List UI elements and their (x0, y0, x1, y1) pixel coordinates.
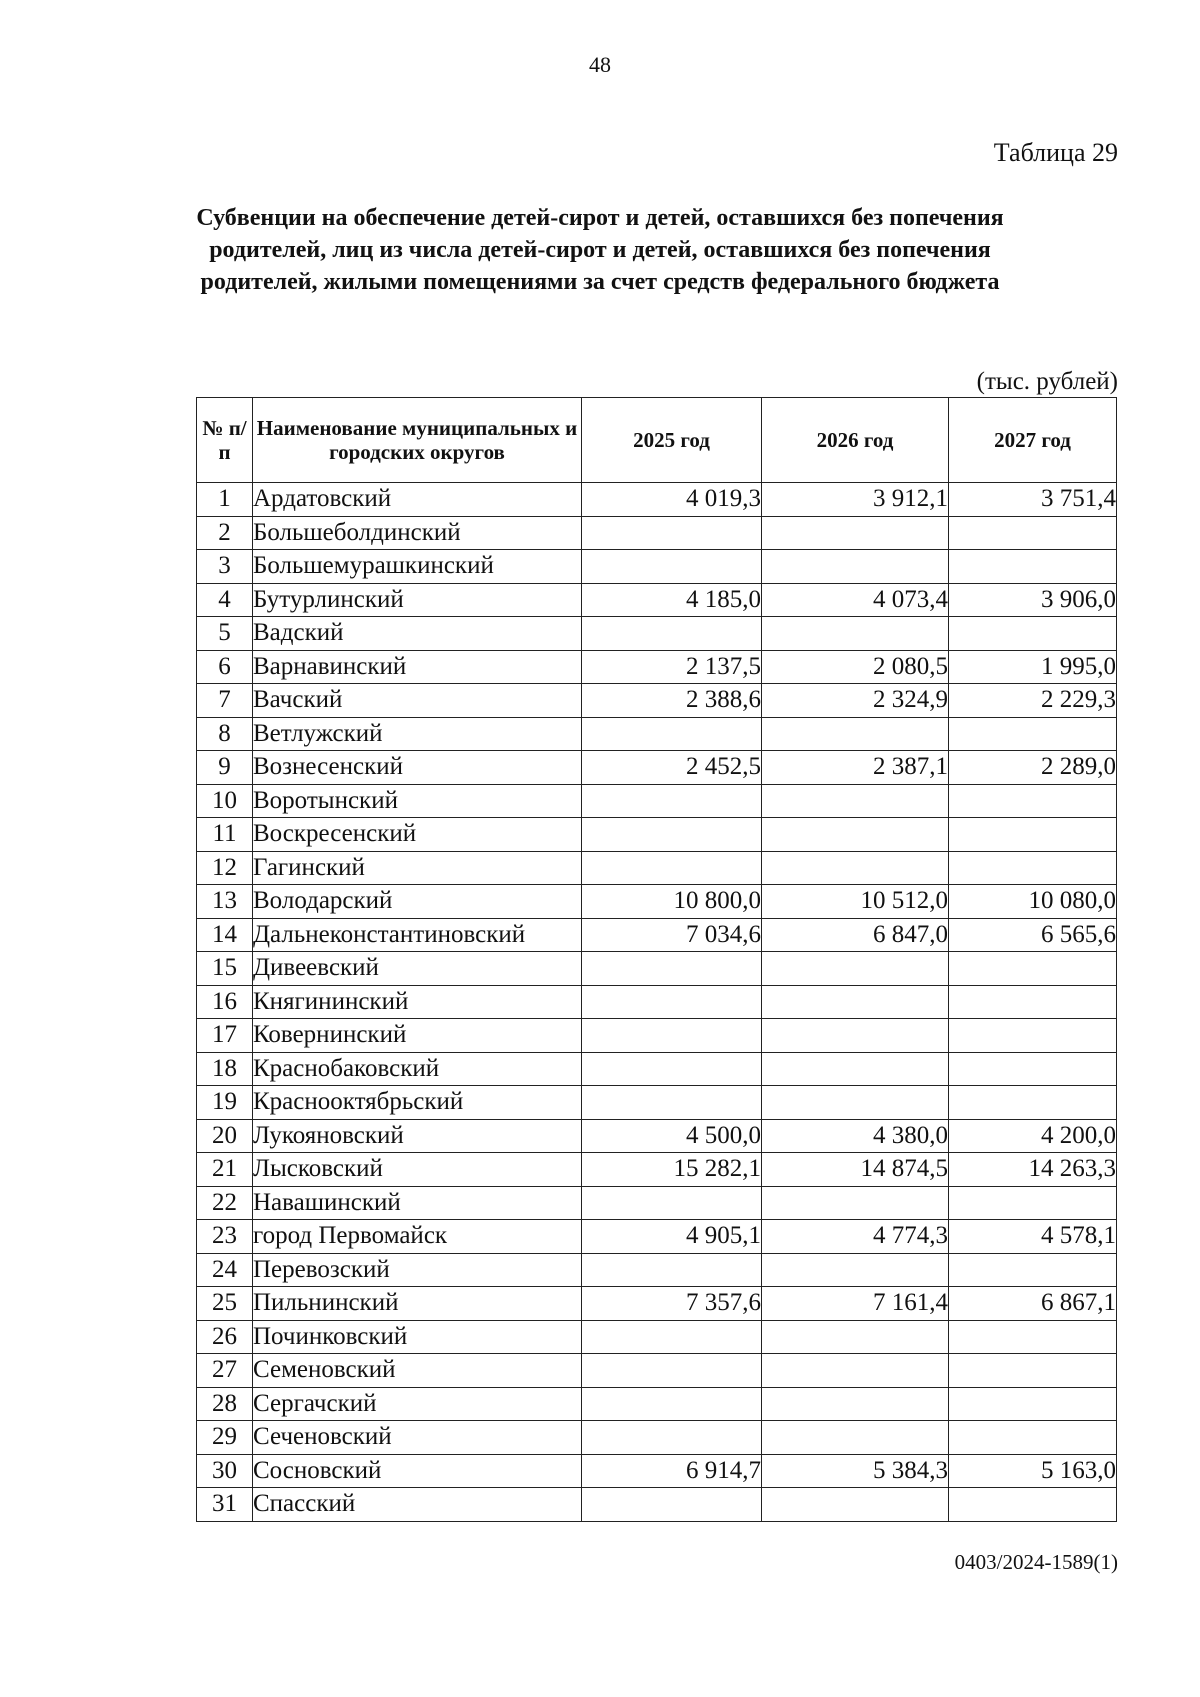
row-number: 14 (197, 918, 253, 952)
row-number: 1 (197, 483, 253, 517)
row-value-2026 (762, 1488, 949, 1522)
row-value-2027 (949, 717, 1117, 751)
row-name: Навашинский (253, 1186, 582, 1220)
row-value-2025: 2 388,6 (582, 684, 762, 718)
row-value-2025 (582, 1019, 762, 1053)
table-row (197, 985, 1117, 1019)
row-number: 8 (197, 717, 253, 751)
header-2027: 2027 год (949, 398, 1117, 483)
row-number: 2 (197, 516, 253, 550)
table-row (197, 784, 1117, 818)
row-value-2027 (949, 1320, 1117, 1354)
row-value-2027: 2 289,0 (949, 751, 1117, 785)
row-value-2027: 6 867,1 (949, 1287, 1117, 1321)
row-name: Семеновский (253, 1354, 582, 1388)
row-name: Перевозский (253, 1253, 582, 1287)
table-row (197, 851, 1117, 885)
table-row (197, 583, 1117, 617)
table-row (197, 1387, 1117, 1421)
row-value-2025 (582, 1086, 762, 1120)
table-row (197, 1220, 1117, 1254)
row-name: Дивеевский (253, 952, 582, 986)
row-number: 20 (197, 1119, 253, 1153)
row-value-2027 (949, 1253, 1117, 1287)
row-name: Спасский (253, 1488, 582, 1522)
row-name: Краснобаковский (253, 1052, 582, 1086)
row-number: 18 (197, 1052, 253, 1086)
table-label: Таблица 29 (993, 138, 1118, 167)
table-row (197, 918, 1117, 952)
row-name: Гагинский (253, 851, 582, 885)
row-value-2026: 2 387,1 (762, 751, 949, 785)
row-name: Сеченовский (253, 1421, 582, 1455)
row-value-2025: 7 357,6 (582, 1287, 762, 1321)
table-row (197, 650, 1117, 684)
units-label: (тыс. рублей) (976, 368, 1118, 395)
row-value-2026 (762, 550, 949, 584)
row-value-2026 (762, 1320, 949, 1354)
row-number: 6 (197, 650, 253, 684)
subsidy-table (196, 397, 1117, 1522)
row-value-2026 (762, 818, 949, 852)
row-name: Вачский (253, 684, 582, 718)
row-number: 7 (197, 684, 253, 718)
row-value-2026: 10 512,0 (762, 885, 949, 919)
table-row (197, 1320, 1117, 1354)
row-name: Сергачский (253, 1387, 582, 1421)
row-value-2027: 1 995,0 (949, 650, 1117, 684)
row-value-2027: 2 229,3 (949, 684, 1117, 718)
row-number: 11 (197, 818, 253, 852)
row-value-2026 (762, 1052, 949, 1086)
row-value-2026 (762, 1387, 949, 1421)
row-name: Вадский (253, 617, 582, 651)
row-name: Ковернинский (253, 1019, 582, 1053)
row-value-2026 (762, 784, 949, 818)
header-number: № п/п (197, 398, 253, 483)
row-value-2025 (582, 851, 762, 885)
table-row (197, 550, 1117, 584)
row-value-2025 (582, 550, 762, 584)
row-value-2026 (762, 952, 949, 986)
row-value-2025 (582, 1052, 762, 1086)
table-row (197, 617, 1117, 651)
row-value-2025 (582, 952, 762, 986)
document-code: 0403/2024-1589(1) (954, 1550, 1118, 1574)
row-value-2027 (949, 818, 1117, 852)
row-name: Княгининский (253, 985, 582, 1019)
header-name: Наименование муниципальных и городских округов (253, 398, 582, 483)
row-value-2026: 2 324,9 (762, 684, 949, 718)
row-value-2027 (949, 1019, 1117, 1053)
row-name: Лукояновский (253, 1119, 582, 1153)
row-number: 23 (197, 1220, 253, 1254)
row-name: Ардатовский (253, 483, 582, 517)
row-value-2026 (762, 1253, 949, 1287)
row-value-2027: 5 163,0 (949, 1454, 1117, 1488)
row-value-2026 (762, 1186, 949, 1220)
row-value-2025: 4 500,0 (582, 1119, 762, 1153)
row-name: Володарский (253, 885, 582, 919)
row-value-2025 (582, 1320, 762, 1354)
row-number: 19 (197, 1086, 253, 1120)
row-value-2026 (762, 1421, 949, 1455)
table-row (197, 1421, 1117, 1455)
row-value-2027 (949, 985, 1117, 1019)
table-row (197, 684, 1117, 718)
row-number: 9 (197, 751, 253, 785)
row-value-2025: 2 137,5 (582, 650, 762, 684)
row-value-2026: 6 847,0 (762, 918, 949, 952)
row-value-2025 (582, 717, 762, 751)
row-value-2025 (582, 1421, 762, 1455)
row-number: 21 (197, 1153, 253, 1187)
row-value-2026 (762, 1019, 949, 1053)
row-name: Краснооктябрьский (253, 1086, 582, 1120)
table-row (197, 1052, 1117, 1086)
row-value-2026: 2 080,5 (762, 650, 949, 684)
row-value-2025: 4 019,3 (582, 483, 762, 517)
row-value-2026 (762, 1086, 949, 1120)
row-value-2025 (582, 1488, 762, 1522)
row-name: Ветлужский (253, 717, 582, 751)
row-value-2025 (582, 617, 762, 651)
table-row (197, 717, 1117, 751)
row-value-2027 (949, 1052, 1117, 1086)
row-value-2025 (582, 516, 762, 550)
row-value-2026 (762, 516, 949, 550)
row-value-2027 (949, 516, 1117, 550)
table-row (197, 1354, 1117, 1388)
row-name: Дальнеконстантиновский (253, 918, 582, 952)
table-row (197, 751, 1117, 785)
row-value-2025: 6 914,7 (582, 1454, 762, 1488)
row-number: 16 (197, 985, 253, 1019)
row-value-2027: 4 578,1 (949, 1220, 1117, 1254)
row-value-2025 (582, 784, 762, 818)
row-value-2027: 4 200,0 (949, 1119, 1117, 1153)
row-value-2027 (949, 1354, 1117, 1388)
row-value-2027 (949, 1186, 1117, 1220)
row-number: 10 (197, 784, 253, 818)
row-name: Большемурашкинский (253, 550, 582, 584)
row-value-2025: 15 282,1 (582, 1153, 762, 1187)
table-row (197, 952, 1117, 986)
row-value-2025: 4 905,1 (582, 1220, 762, 1254)
table-body (197, 483, 1117, 1522)
row-value-2026 (762, 617, 949, 651)
row-value-2025 (582, 1387, 762, 1421)
row-value-2026: 5 384,3 (762, 1454, 949, 1488)
document-title: Субвенции на обеспечение детей-сирот и детей, оставшихся без попечения родителей, лиц из числа детей-сирот и детей, оставшихся без попечения родителей, жилыми помещениями за счет средств федерального бюджета (196, 205, 1004, 295)
row-number: 30 (197, 1454, 253, 1488)
row-value-2026: 4 380,0 (762, 1119, 949, 1153)
row-value-2027 (949, 1387, 1117, 1421)
table-row (197, 1186, 1117, 1220)
row-value-2025 (582, 818, 762, 852)
table-row (197, 483, 1117, 517)
row-value-2027 (949, 952, 1117, 986)
row-value-2026 (762, 1354, 949, 1388)
table-row (197, 885, 1117, 919)
header-2025: 2025 год (582, 398, 762, 483)
row-value-2027 (949, 550, 1117, 584)
row-name: город Первомайск (253, 1220, 582, 1254)
table-header-row (197, 398, 1117, 483)
row-number: 29 (197, 1421, 253, 1455)
row-value-2026: 14 874,5 (762, 1153, 949, 1187)
table-row (197, 1454, 1117, 1488)
row-value-2025: 7 034,6 (582, 918, 762, 952)
row-value-2027 (949, 1086, 1117, 1120)
row-number: 15 (197, 952, 253, 986)
row-number: 24 (197, 1253, 253, 1287)
row-value-2027 (949, 1421, 1117, 1455)
row-number: 25 (197, 1287, 253, 1321)
row-value-2027 (949, 1488, 1117, 1522)
row-value-2025 (582, 1186, 762, 1220)
row-name: Починковский (253, 1320, 582, 1354)
row-number: 17 (197, 1019, 253, 1053)
row-value-2026 (762, 851, 949, 885)
row-value-2027: 3 751,4 (949, 483, 1117, 517)
row-number: 22 (197, 1186, 253, 1220)
row-value-2026 (762, 985, 949, 1019)
row-value-2027: 14 263,3 (949, 1153, 1117, 1187)
row-value-2027 (949, 617, 1117, 651)
row-value-2027: 10 080,0 (949, 885, 1117, 919)
table-row (197, 1119, 1117, 1153)
row-number: 3 (197, 550, 253, 584)
row-value-2027 (949, 784, 1117, 818)
row-value-2027 (949, 851, 1117, 885)
row-name: Лысковский (253, 1153, 582, 1187)
row-name: Вознесенский (253, 751, 582, 785)
row-name: Пильнинский (253, 1287, 582, 1321)
row-number: 27 (197, 1354, 253, 1388)
row-value-2026: 3 912,1 (762, 483, 949, 517)
row-number: 26 (197, 1320, 253, 1354)
row-value-2026: 7 161,4 (762, 1287, 949, 1321)
table-row (197, 1153, 1117, 1187)
row-value-2025 (582, 1253, 762, 1287)
row-name: Варнавинский (253, 650, 582, 684)
table-row (197, 818, 1117, 852)
row-number: 31 (197, 1488, 253, 1522)
row-value-2025: 2 452,5 (582, 751, 762, 785)
row-number: 13 (197, 885, 253, 919)
table-row (197, 516, 1117, 550)
table-row (197, 1488, 1117, 1522)
row-number: 12 (197, 851, 253, 885)
row-value-2026 (762, 717, 949, 751)
row-number: 28 (197, 1387, 253, 1421)
row-name: Большеболдинский (253, 516, 582, 550)
table-row (197, 1086, 1117, 1120)
row-number: 5 (197, 617, 253, 651)
row-value-2025: 4 185,0 (582, 583, 762, 617)
row-name: Воскресенский (253, 818, 582, 852)
row-value-2026: 4 073,4 (762, 583, 949, 617)
table-row (197, 1019, 1117, 1053)
row-name: Воротынский (253, 784, 582, 818)
row-name: Сосновский (253, 1454, 582, 1488)
row-value-2026: 4 774,3 (762, 1220, 949, 1254)
table-row (197, 1253, 1117, 1287)
row-value-2025: 10 800,0 (582, 885, 762, 919)
row-value-2027: 3 906,0 (949, 583, 1117, 617)
header-2026: 2026 год (762, 398, 949, 483)
row-number: 4 (197, 583, 253, 617)
row-name: Бутурлинский (253, 583, 582, 617)
row-value-2025 (582, 985, 762, 1019)
row-value-2027: 6 565,6 (949, 918, 1117, 952)
row-value-2025 (582, 1354, 762, 1388)
page-number: 48 (589, 52, 611, 77)
table-row (197, 1287, 1117, 1321)
